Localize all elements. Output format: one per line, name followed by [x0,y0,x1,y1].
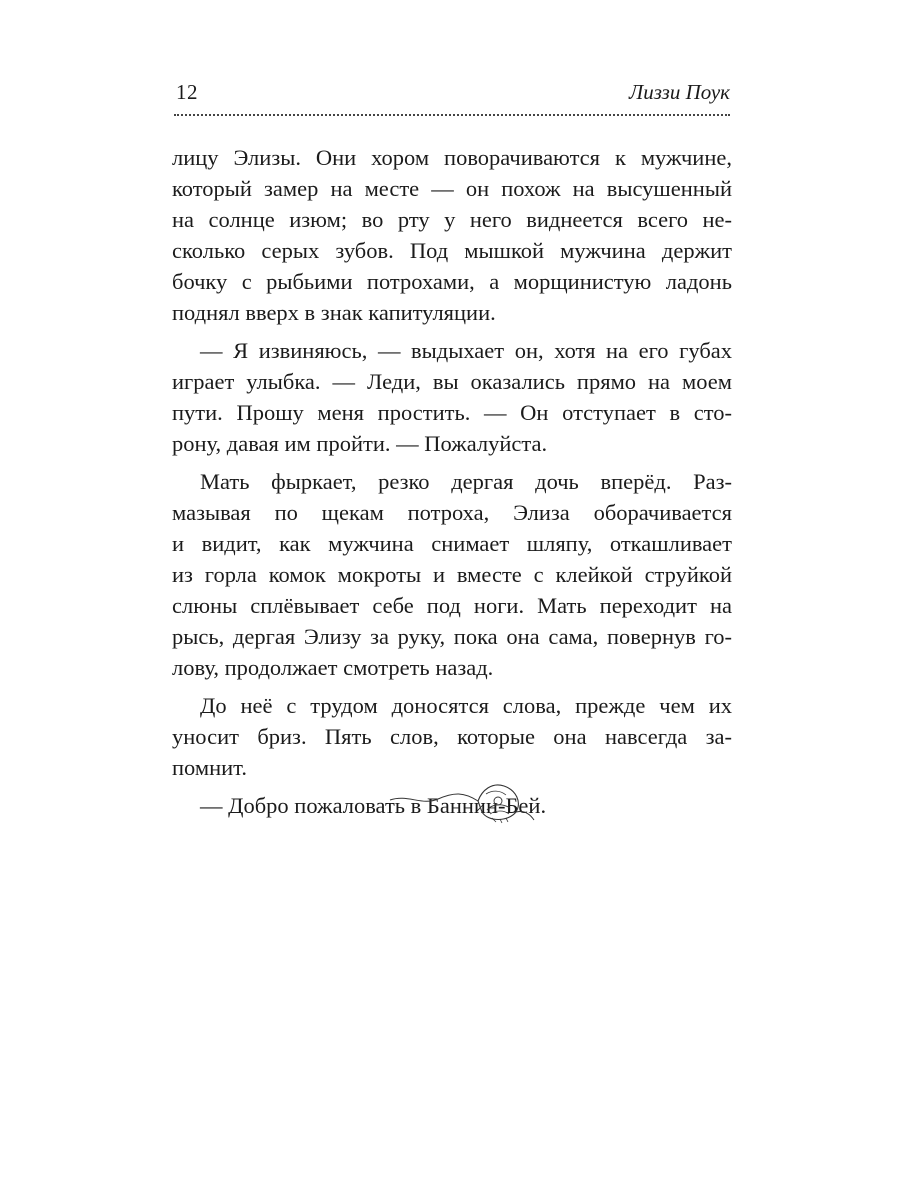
text-line: лицу Элизы. Они хором поворачиваются к мужчине, [172,145,732,170]
text-line: рону, давая им пройти. — Пожалуйста. [172,431,548,456]
text-line: бочку с рыбьими потрохами, а морщинистую ладонь [172,269,732,294]
text-line: сколько серых зубов. Под мышкой мужчина держит [172,238,732,263]
paragraph [172,335,732,459]
text-line: — Добро пожаловать в Баннин-Бей. [200,793,547,818]
text-line: и видит, как мужчина снимает шляпу, откашливает [172,531,732,556]
text-line: который замер на месте — он похож на высушенный [172,176,732,201]
text-line: — Я извиняюсь, — выдыхает он, хотя на его губах [200,338,732,363]
text-line: поднял вверх в знак капитуляции. [172,300,496,325]
text-line: на солнце изюм; во рту у него виднеется всего не- [172,207,732,232]
text-line: лову, продолжает смотреть назад. [172,655,494,680]
page-number: 12 [176,80,198,104]
body-text [172,142,732,821]
running-head-author: Лиззи Поук [629,80,730,104]
text-line: рысь, дергая Элизу за руку, пока она сама, повернув го- [172,624,732,649]
text-line: помнит. [172,755,247,780]
text-line: До неё с трудом доносятся слова, прежде чем их [200,693,732,718]
text-line: Мать фыркает, резко дергая дочь вперёд. Раз- [200,469,732,494]
text-line: играет улыбка. — Леди, вы оказались прямо на моем [172,369,732,394]
text-line: слюны сплёвывает себе под ноги. Мать переходит на [172,593,732,618]
text-line: мазывая по щекам потроха, Элиза оборачивается [172,500,732,525]
text-line: уносит бриз. Пять слов, которые она навсегда за- [172,724,732,749]
shell-ornament-icon [388,770,548,830]
paragraph [172,466,732,683]
text-line: пути. Прошу меня простить. — Он отступает в сто- [172,400,732,425]
paragraph [172,142,732,328]
text-line: из горла комок мокроты и вместе с клейкой струйкой [172,562,732,587]
header-dotted-rule [174,114,730,116]
